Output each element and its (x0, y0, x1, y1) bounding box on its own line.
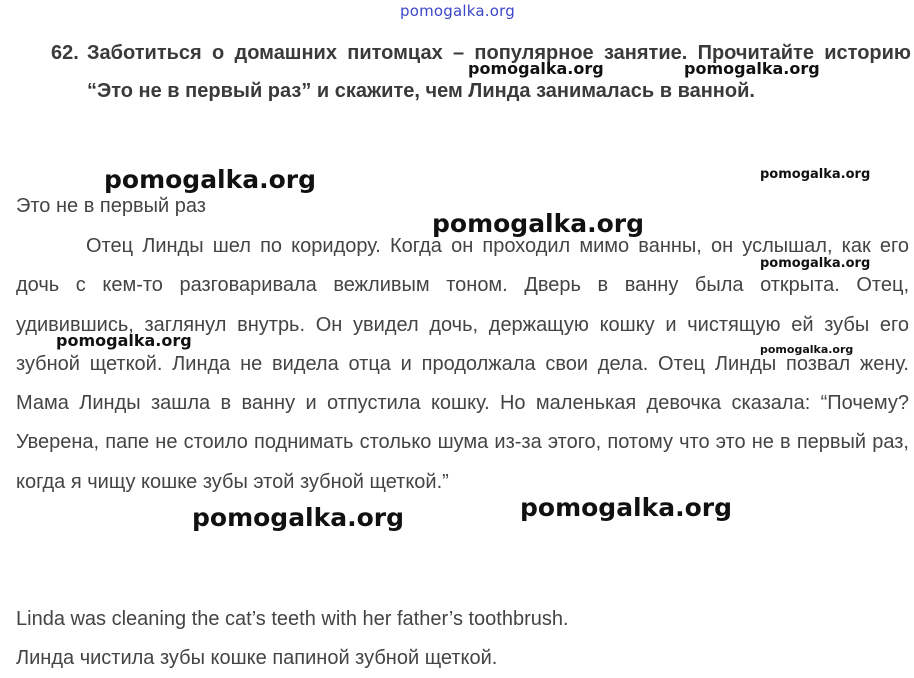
watermark: pomogalka.org (684, 59, 820, 78)
watermark: pomogalka.org (468, 59, 604, 78)
answer-english: Linda was cleaning the cat’s teeth with her father’s toothbrush. (16, 608, 569, 630)
watermark-top[interactable]: pomogalka.org (400, 2, 515, 20)
watermark: pomogalka.org (56, 331, 192, 350)
answer-block (16, 600, 569, 678)
watermark: pomogalka.org (760, 167, 871, 182)
task-text: Заботиться о домашних питомцах – популярное занятие. Прочитайте историю “Это не в первый раз” и скажите, чем Линда занималась в ванной. (87, 42, 911, 102)
watermark: pomogalka.org (432, 209, 645, 238)
watermark: pomogalka.org (520, 493, 733, 522)
story-title: Это не в первый раз (16, 195, 206, 217)
story-paragraph: Отец Линды шел по коридору. Когда он проходил мимо ванны, он услышал, как его дочь с кем-то разговаривала вежливым тоном. Дверь в ванну была открыта. Отец, удивившись, заглянул внутрь. Он увидел дочь, держащую кошку и чистящую ей зубы его зубной щеткой. Линда не видела отца и продолжала свои дела. Отец Линды позвал жену. Мама Линды зашла в ванну и отпустила кошку. Но маленькая девочка сказала: “Почему? Уверена, папе не стоило поднимать столько шума из-за этого, потому что это не в первый раз, когда я чищу кошке зубы этой зубной щеткой.” (16, 235, 909, 493)
task-number: 62. (51, 42, 79, 64)
watermark: pomogalka.org (760, 343, 854, 356)
answer-russian: Линда чистила зубы кошке папиной зубной щеткой. (16, 647, 498, 669)
watermark: pomogalka.org (104, 165, 317, 194)
watermark: pomogalka.org (760, 256, 871, 271)
watermark: pomogalka.org (192, 503, 405, 532)
